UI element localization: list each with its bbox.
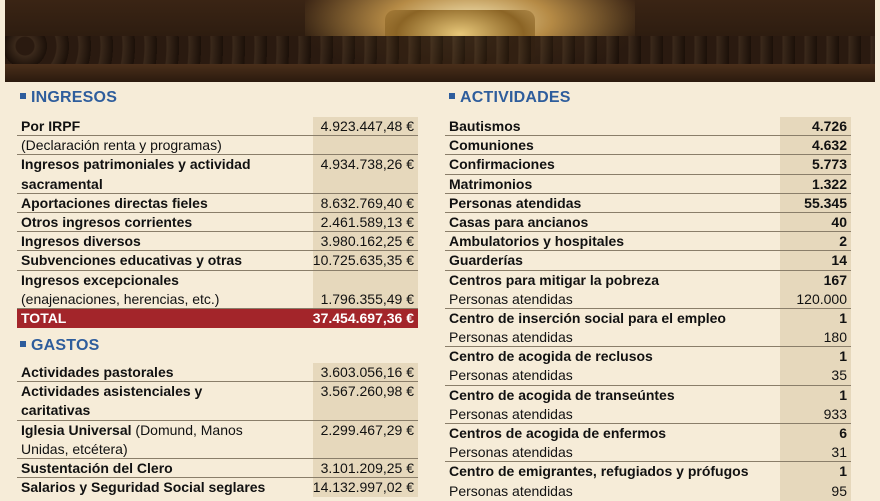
gastos-table xyxy=(17,363,418,497)
actividades-table xyxy=(445,117,851,501)
table-row: Actividades asistenciales y 3.567.260,98 € xyxy=(21,383,414,400)
table-row: Sustentación del Clero 3.101.209,25 € xyxy=(17,459,418,478)
table-row: Personas atendidas 55.345 xyxy=(445,194,851,213)
bullet-square-icon xyxy=(20,341,26,347)
gastos-heading: GASTOS xyxy=(20,337,99,355)
table-row: Centros de acogida de enfermos 6 xyxy=(449,425,847,441)
table-row: Ingresos excepcionales xyxy=(21,271,179,288)
table-row: Ingresos diversos 3.980.162,25 € xyxy=(17,232,418,251)
table-row: Centro de emigrantes, refugiados y prófugos 1 xyxy=(449,463,847,480)
table-row: sacramental xyxy=(17,175,418,194)
church-photo xyxy=(5,0,875,82)
total-row: TOTAL 37.454.697,36 € xyxy=(17,309,418,328)
table-row: Salarios y Seguridad Social seglares 14.132.997,02 € xyxy=(21,479,414,496)
table-row: Otros ingresos corrientes 2.461.589,13 € xyxy=(17,213,418,232)
table-row: (enajenaciones, herencias, etc.) 1.796.355,49 € xyxy=(17,290,418,309)
table-row: Centro de acogida de reclusos 1 xyxy=(449,348,847,365)
ingresos-heading: INGRESOS xyxy=(20,89,117,107)
table-row: Guarderías 14 xyxy=(445,251,851,270)
table-row: Personas atendidas 180 xyxy=(445,328,851,347)
table-row: Personas atendidas 120.000 xyxy=(445,290,851,309)
ingresos-table xyxy=(17,117,418,328)
table-row: Actividades pastorales 3.603.056,16 € xyxy=(17,363,418,382)
table-row: Ambulatorios y hospitales 2 xyxy=(445,232,851,251)
table-row: Personas atendidas 35 xyxy=(445,366,851,385)
table-row: Confirmaciones 5.773 xyxy=(445,155,851,174)
table-row: Personas atendidas 933 xyxy=(445,405,851,424)
table-row: Comuniones 4.632 xyxy=(445,136,851,155)
table-row: Casas para ancianos 40 xyxy=(445,213,851,232)
table-row: Ingresos patrimoniales y actividad 4.934.738,26 € xyxy=(21,156,414,173)
table-row: Iglesia Universal (Domund, Manos 2.299.467,29 € xyxy=(21,421,414,438)
table-row: Unidas, etcétera) xyxy=(17,440,418,459)
table-row: Matrimonios 1.322 xyxy=(445,175,851,194)
table-row: Centro de acogida de transeúntes 1 xyxy=(449,386,847,403)
table-row: Personas atendidas 95 xyxy=(449,482,847,499)
table-row: Subvenciones educativas y otras 10.725.635,35 € xyxy=(17,251,418,270)
table-row: Personas atendidas 31 xyxy=(445,443,851,462)
table-row: Por IRPF 4.923.447,48 € xyxy=(17,117,418,136)
table-row: Bautismos 4.726 xyxy=(445,117,851,136)
table-row: Centro de inserción social para el empleo 1 xyxy=(449,309,847,326)
bullet-square-icon xyxy=(449,93,455,99)
bullet-square-icon xyxy=(20,93,26,99)
table-row: Centros para mitigar la pobreza 167 xyxy=(449,271,847,288)
table-row: (Declaración renta y programas) xyxy=(17,136,418,155)
actividades-heading: ACTIVIDADES xyxy=(449,89,571,107)
table-row: Aportaciones directas fieles 8.632.769,40 € xyxy=(17,194,418,213)
table-row: caritativas xyxy=(17,401,418,420)
